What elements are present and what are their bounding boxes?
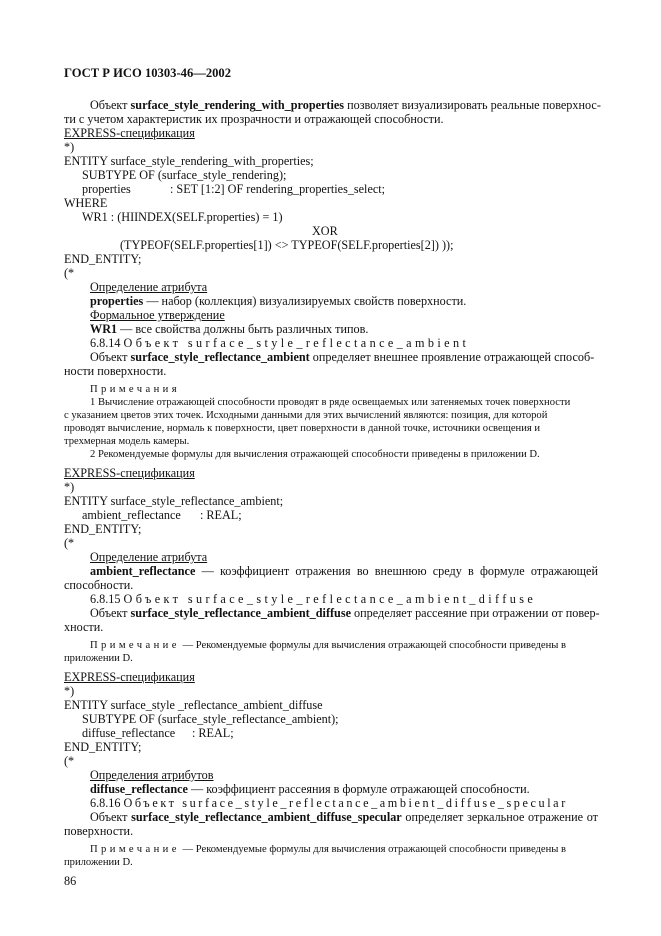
- paragraph-line: хности.: [64, 620, 104, 634]
- paragraph-line: поверхности.: [64, 824, 134, 838]
- code-line: *): [64, 140, 75, 154]
- section-heading-6-8-14: 6.8.14 Объект surface_style_reflectance_ambient: [90, 336, 470, 350]
- code-line: (*: [64, 754, 75, 768]
- express-spec-heading: EXPRESS-спецификация: [64, 670, 195, 684]
- code-line: *): [64, 480, 75, 494]
- code-line: END_ENTITY;: [64, 252, 142, 266]
- code-line: END_ENTITY;: [64, 522, 142, 536]
- note-line: Примечание — Рекомендуемые формулы для вычисления отражающей способности приведены в: [90, 844, 567, 855]
- code-line: END_ENTITY;: [64, 740, 142, 754]
- paragraph-line: Объект surface_style_reflectance_ambient определяет внешнее проявление отражающей способ-: [90, 350, 595, 364]
- note-line: трехмерная модель камеры.: [64, 436, 190, 447]
- code-line: SUBTYPE OF (surface_style_reflectance_ambient);: [82, 712, 339, 726]
- note-line: 2 Рекомендуемые формулы для вычисления отражающей способности приведены в приложении D.: [90, 449, 540, 460]
- code-line: ENTITY surface_style _reflectance_ambient_diffuse: [64, 698, 323, 712]
- note-line: проводят вычисление, нормаль к поверхности, цвет поверхности в данной точке, источники освещения и: [64, 423, 541, 434]
- paragraph-line: ти с учетом характеристик их прозрачности и отражающей способности.: [64, 112, 444, 126]
- note-line: приложении D.: [64, 653, 133, 664]
- paragraph-line: ambient_reflectance — коэффициент отражения во внешнюю среду в формуле отражающей: [90, 564, 598, 578]
- code-line: properties : SET [1:2] OF rendering_properties_select;: [82, 182, 386, 196]
- paragraph-line: diffuse_reflectance — коэффициент рассеяния в формуле отражающей способности.: [90, 782, 530, 796]
- attribute-definitions-heading: Определения атрибутов: [90, 768, 214, 782]
- paragraph-line: способности.: [64, 578, 134, 592]
- express-spec-heading: EXPRESS-спецификация: [64, 126, 195, 140]
- paragraph-line: properties — набор (коллекция) визуализируемых свойств поверхности.: [90, 294, 467, 308]
- formal-statement-heading: Формальное утверждение: [90, 308, 225, 322]
- paragraph-line: ности поверхности.: [64, 364, 167, 378]
- notes-heading: Примечания: [90, 384, 180, 395]
- attribute-definition-heading: Определение атрибута: [90, 280, 208, 294]
- code-line: (*: [64, 266, 75, 280]
- code-line: WR1 : (HIINDEX(SELF.properties) = 1): [82, 210, 283, 224]
- note-line: Примечание — Рекомендуемые формулы для вычисления отражающей способности приведены в: [90, 640, 567, 651]
- code-line: ENTITY surface_style_reflectance_ambient;: [64, 494, 284, 508]
- code-line: XOR: [312, 224, 338, 238]
- code-line: (*: [64, 536, 75, 550]
- paragraph-line: Объект surface_style_reflectance_ambient_diffuse_specular определяет зеркальное отражение от: [90, 810, 598, 824]
- code-line: SUBTYPE OF (surface_style_rendering);: [82, 168, 287, 182]
- paragraph-line: WR1 — все свойства должны быть различных типов.: [90, 322, 369, 336]
- code-line: ambient_reflectance : REAL;: [82, 508, 242, 522]
- express-spec-heading: EXPRESS-спецификация: [64, 466, 195, 480]
- code-line: ENTITY surface_style_rendering_with_properties;: [64, 154, 314, 168]
- page-header-title: ГОСТ Р ИСО 10303-46—2002: [64, 66, 232, 80]
- note-line: приложении D.: [64, 857, 133, 868]
- note-line: с указанием цветов этих точек. Исходными данными для этих вычислений являются: позиция, для которой: [64, 410, 548, 421]
- code-line: *): [64, 684, 75, 698]
- attribute-definition-heading: Определение атрибута: [90, 550, 208, 564]
- code-line: diffuse_reflectance : REAL;: [82, 726, 234, 740]
- code-line: (TYPEOF(SELF.properties[1]) <> TYPEOF(SELF.properties[2]) ));: [120, 238, 454, 252]
- section-heading-6-8-16: 6.8.16 Объект surface_style_reflectance_ambient_diffuse_specular: [90, 796, 568, 810]
- paragraph-line: Объект surface_style_rendering_with_properties позволяет визуализировать реальные поверхнос-: [90, 98, 601, 112]
- page-number: 86: [64, 874, 77, 888]
- paragraph-line: Объект surface_style_reflectance_ambient_diffuse определяет рассеяние при отражении от повер-: [90, 606, 600, 620]
- code-line: WHERE: [64, 196, 108, 210]
- section-heading-6-8-15: 6.8.15 Объект surface_style_reflectance_ambient_diffuse: [90, 592, 537, 606]
- note-line: 1 Вычисление отражающей способности проводят в ряде освещаемых или затеняемых точек поверхности: [90, 397, 571, 408]
